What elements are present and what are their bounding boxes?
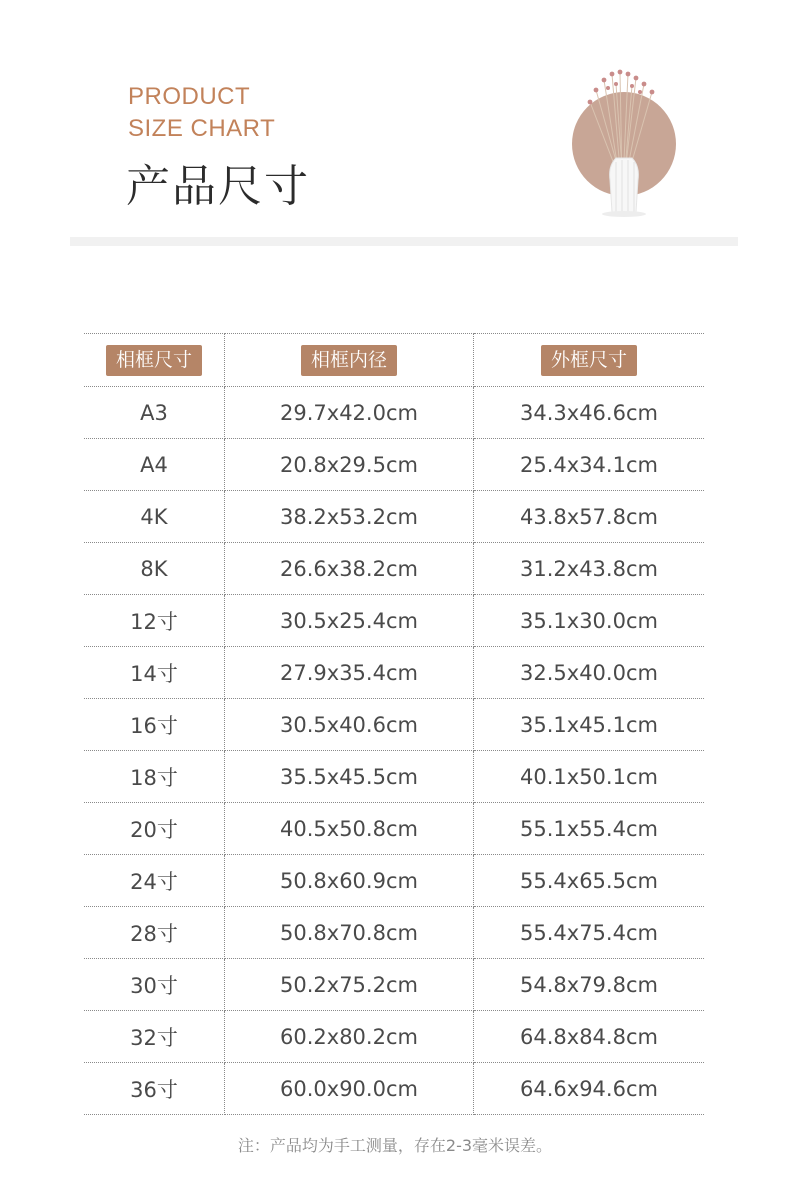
page-title: 产品尺寸 bbox=[126, 161, 310, 212]
measurement-note: 注：产品均为手工测量，存在2-3毫米误差。 bbox=[237, 1136, 553, 1155]
inner-size-cell: 50.8x70.8cm bbox=[225, 907, 474, 959]
inner-size-cell: 60.2x80.2cm bbox=[225, 1011, 474, 1063]
inner-size-cell: 26.6x38.2cm bbox=[225, 543, 474, 595]
table-row bbox=[84, 595, 704, 647]
table-row bbox=[84, 491, 704, 543]
frame-size-cell: 32寸 bbox=[84, 1011, 225, 1063]
outer-size-cell: 35.1x45.1cm bbox=[474, 699, 705, 751]
table-row bbox=[84, 699, 704, 751]
table-row bbox=[84, 387, 704, 439]
title-en-line1: PRODUCT bbox=[128, 83, 251, 110]
inner-size-cell: 30.5x25.4cm bbox=[225, 595, 474, 647]
frame-size-cell: 4K bbox=[84, 491, 225, 543]
frame-size-cell: A3 bbox=[84, 387, 225, 439]
frame-size-cell: 30寸 bbox=[84, 959, 225, 1011]
inner-size-cell: 40.5x50.8cm bbox=[225, 803, 474, 855]
header-cell-inner-size: 相框内径 bbox=[225, 334, 474, 387]
outer-size-cell: 43.8x57.8cm bbox=[474, 491, 705, 543]
frame-size-cell: A4 bbox=[84, 439, 225, 491]
inner-size-cell: 60.0x90.0cm bbox=[225, 1063, 474, 1115]
table-row bbox=[84, 751, 704, 803]
frame-size-cell: 14寸 bbox=[84, 647, 225, 699]
table-row bbox=[84, 1063, 704, 1115]
table-row bbox=[84, 907, 704, 959]
inner-size-cell: 50.8x60.9cm bbox=[225, 855, 474, 907]
outer-size-cell: 34.3x46.6cm bbox=[474, 387, 705, 439]
outer-size-cell: 55.1x55.4cm bbox=[474, 803, 705, 855]
header-cell-frame-size: 相框尺寸 bbox=[84, 334, 225, 387]
outer-size-cell: 55.4x75.4cm bbox=[474, 907, 705, 959]
table-row bbox=[84, 647, 704, 699]
inner-size-cell: 27.9x35.4cm bbox=[225, 647, 474, 699]
table-row bbox=[84, 1011, 704, 1063]
header-cell-outer-size: 外框尺寸 bbox=[474, 334, 705, 387]
outer-size-cell: 31.2x43.8cm bbox=[474, 543, 705, 595]
outer-size-cell: 35.1x30.0cm bbox=[474, 595, 705, 647]
title-en-line2: SIZE CHART bbox=[128, 115, 276, 142]
table-row bbox=[84, 855, 704, 907]
inner-size-cell: 50.2x75.2cm bbox=[225, 959, 474, 1011]
table-row bbox=[84, 959, 704, 1011]
frame-size-cell: 28寸 bbox=[84, 907, 225, 959]
frame-size-cell: 36寸 bbox=[84, 1063, 225, 1115]
frame-size-cell: 16寸 bbox=[84, 699, 225, 751]
inner-size-cell: 30.5x40.6cm bbox=[225, 699, 474, 751]
inner-size-cell: 35.5x45.5cm bbox=[225, 751, 474, 803]
inner-size-cell: 20.8x29.5cm bbox=[225, 439, 474, 491]
frame-size-cell: 20寸 bbox=[84, 803, 225, 855]
frame-size-cell: 12寸 bbox=[84, 595, 225, 647]
table-header-row bbox=[84, 334, 704, 387]
frame-size-cell: 8K bbox=[84, 543, 225, 595]
frame-size-cell: 24寸 bbox=[84, 855, 225, 907]
table-row bbox=[84, 439, 704, 491]
table-row bbox=[84, 803, 704, 855]
vase-illustration bbox=[560, 62, 688, 222]
inner-size-cell: 29.7x42.0cm bbox=[225, 387, 474, 439]
frame-size-cell: 18寸 bbox=[84, 751, 225, 803]
outer-size-cell: 40.1x50.1cm bbox=[474, 751, 705, 803]
outer-size-cell: 64.6x94.6cm bbox=[474, 1063, 705, 1115]
outer-size-cell: 55.4x65.5cm bbox=[474, 855, 705, 907]
inner-size-cell: 38.2x53.2cm bbox=[225, 491, 474, 543]
size-chart-table bbox=[84, 333, 704, 1115]
header-divider-bar bbox=[70, 237, 738, 246]
outer-size-cell: 54.8x79.8cm bbox=[474, 959, 705, 1011]
outer-size-cell: 32.5x40.0cm bbox=[474, 647, 705, 699]
outer-size-cell: 64.8x84.8cm bbox=[474, 1011, 705, 1063]
table-row bbox=[84, 543, 704, 595]
outer-size-cell: 25.4x34.1cm bbox=[474, 439, 705, 491]
